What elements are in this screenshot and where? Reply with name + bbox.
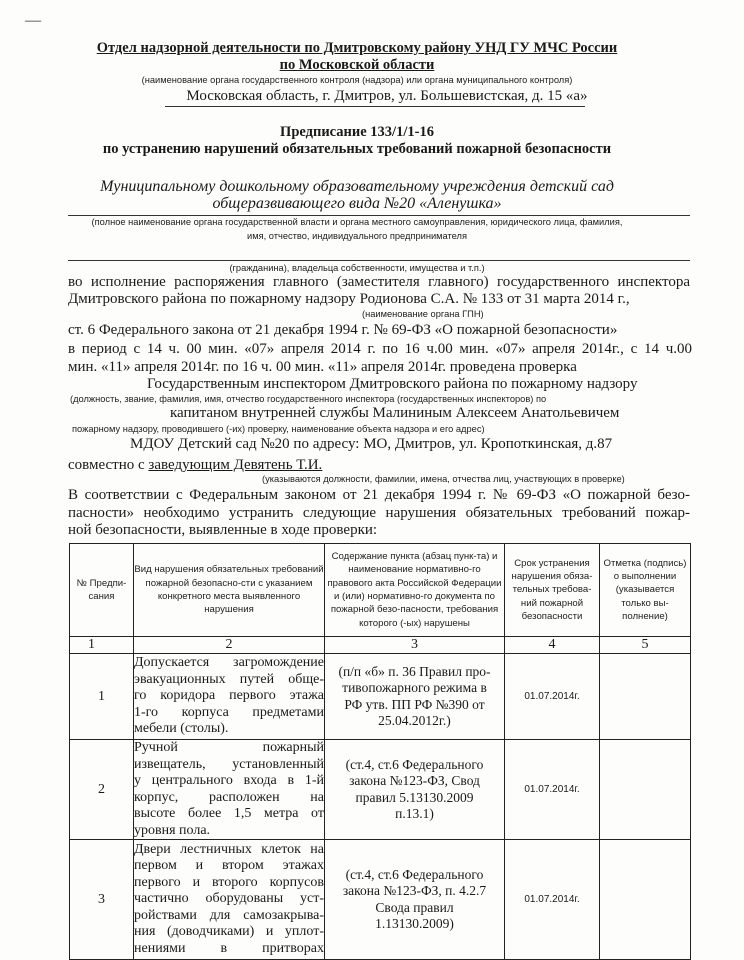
column-index: 2 bbox=[134, 637, 325, 654]
authority-caption: (наименование органа государственного контроля (надзора) или органа муниципального контроля) bbox=[141, 75, 573, 85]
basis-line1: во исполнение распоряжения главного (заместителя главного) государственного инспектора bbox=[68, 274, 690, 290]
legal-reference bbox=[325, 654, 505, 740]
law-line: ст. 6 Федерального закона от 21 декабря 1994 г. № 69-ФЗ «О пожарной безопасности» bbox=[68, 322, 618, 338]
inspector-line: Государственным инспектором Дмитровского района по пожарному надзору bbox=[147, 376, 638, 392]
violation-line: мебели (столы). bbox=[134, 721, 229, 737]
reference-line: 1.13130.2009) bbox=[375, 916, 454, 931]
violation-line: ройствами для самозакрыва- bbox=[134, 907, 324, 923]
violation-line: ния (доводчиками) и уплот- bbox=[134, 924, 324, 940]
reference-line: тивопожарного режима в bbox=[342, 680, 487, 695]
reference-line: 25.04.2012г.) bbox=[378, 713, 451, 728]
reference-line: правил 5.13130.2009 bbox=[355, 789, 474, 805]
citizen-underline bbox=[68, 260, 690, 261]
header-deadline: Срок устранения нарушения обяза-тельных требова-ний пожарной безопасности bbox=[505, 544, 600, 637]
violation-line: извещатель, установленный bbox=[134, 756, 324, 772]
completion-mark bbox=[600, 654, 691, 740]
recipient-caption-line1: (полное наименование органа государственной власти и органа местного самоуправления, юридического лица, фамилия, bbox=[91, 217, 623, 227]
completion-mark bbox=[600, 840, 691, 960]
violation-line: Ручной пожарный bbox=[134, 740, 324, 755]
basis-line2: Дмитровского района по пожарному надзору Родионова С.А. № 133 от 31 марта 2014 г., bbox=[68, 291, 630, 307]
violation-line: 1-го корпуса предметами bbox=[134, 704, 324, 720]
completion-mark bbox=[600, 740, 691, 840]
row-number: 2 bbox=[70, 740, 134, 840]
header-violation-type: Вид нарушения обязательных требований пожарной безопасно-сти с указанием конкретного места выявленного нарушения bbox=[134, 544, 325, 637]
row-number: 1 bbox=[70, 654, 134, 740]
table-row bbox=[70, 740, 691, 840]
document-subtitle: по устранению нарушений обязательных требований пожарной безопасности bbox=[102, 141, 612, 157]
authority-address: Московская область, г. Дмитров, ул. Большевистская, д. 15 «а» bbox=[186, 88, 588, 104]
citizen-caption: (гражданина), владельца собственности, имущества и т.п.) bbox=[229, 263, 485, 273]
legal-reference bbox=[325, 740, 505, 840]
gpn-caption: (наименование органа ГПН) bbox=[362, 309, 484, 319]
table-row bbox=[70, 840, 691, 960]
column-index-row bbox=[70, 637, 691, 654]
deadline-date: 01.07.2014г. bbox=[505, 740, 600, 840]
recipient-line2: общеразвивающего вида №20 «Аленушка» bbox=[212, 195, 502, 212]
reference-line: Свода правил bbox=[375, 899, 454, 915]
together-caption: (указываются должности, фамилии, имена, отчества лиц, участвующих в проверке) bbox=[262, 474, 625, 484]
object-line: МДОУ Детский сад №20 по адресу: МО, Дмитров, ул. Кропоткинская, д.87 bbox=[130, 436, 613, 452]
violation-line: у центрального входа в 1-й bbox=[134, 773, 324, 788]
reference-line: РФ утв. ПП РФ №390 от bbox=[344, 696, 485, 712]
corner-mark: — bbox=[25, 12, 41, 29]
recipient-line1: Муниципальному дошкольному образовательному учреждения детский сад bbox=[100, 178, 614, 195]
address-underline bbox=[165, 106, 585, 107]
intro-line3: ной безопасности, выявленные в ходе проверки: bbox=[68, 522, 378, 538]
column-index: 4 bbox=[505, 637, 600, 654]
inspector-caption: (должность, звание, фамилия, имя, отчество государственного инспектора (государственных инспекторов) по bbox=[70, 394, 547, 404]
violation-line: корпус, расположен на bbox=[134, 789, 324, 805]
violation-line: уровня пола. bbox=[134, 822, 211, 838]
intro-line1: В соответствии с Федеральным законом от 21 декабря 1994 г. № 69-ФЗ «О пожарной безо- bbox=[68, 487, 690, 503]
reference-line: (п/п «б» п. 36 Правил про- bbox=[338, 663, 491, 679]
violation-text bbox=[134, 654, 325, 740]
violation-line: высоте более 1,5 метра от bbox=[134, 806, 324, 821]
reference-line: (ст.4, ст.6 Федерального bbox=[345, 756, 484, 772]
legal-reference bbox=[325, 840, 505, 960]
violations-table bbox=[69, 543, 691, 960]
header-number: № Предпи-сания bbox=[70, 544, 134, 637]
violation-line: го коридора первого этажа bbox=[134, 688, 324, 704]
row-number: 3 bbox=[70, 840, 134, 960]
header-completion-mark: Отметка (подпись) о выполнении (указывается только вы-полнение) bbox=[600, 544, 691, 637]
reference-line: закона №123-ФЗ, п. 4.2.7 bbox=[342, 883, 487, 898]
column-index: 3 bbox=[325, 637, 505, 654]
column-index: 5 bbox=[600, 637, 691, 654]
captain-line: капитаном внутренней службы Малининым Алексеем Анатольевичем bbox=[170, 405, 620, 421]
document-title: Предписание 133/1/1-16 bbox=[280, 124, 434, 140]
column-index: 1 bbox=[70, 637, 134, 654]
violation-text bbox=[134, 740, 325, 840]
deadline-date: 01.07.2014г. bbox=[505, 654, 600, 740]
violation-line: первом и втором этажах bbox=[134, 858, 324, 874]
violation-line: первого и второго корпусов bbox=[134, 874, 324, 890]
table-row bbox=[70, 654, 691, 740]
recipient-underline bbox=[68, 215, 690, 216]
supervision-caption: пожарному надзору, проводившего (-их) проверку, наименование объекта надзора и его адрес) bbox=[72, 424, 485, 434]
violation-line: нениями в притворах bbox=[134, 940, 324, 956]
header-legal-reference: Содержание пункта (абзац пунк-та) и наименование нормативно-го правового акта Российской Федерации и (или) нормативно-го документа по пожарной безо-пасности, требования которого (-ых) нарушены bbox=[325, 544, 505, 637]
period-line2: мин. «11» апреля 2014г. по 16 ч. 00 мин. «11» апреля 2014г. проведена проверка bbox=[68, 359, 577, 375]
recipient-caption-line2: имя, отчество, индивидуального предпринимателя bbox=[247, 231, 467, 241]
together-person: заведующим Девятень Т.И. bbox=[148, 457, 323, 473]
together-prefix: совместно с bbox=[68, 457, 149, 473]
intro-line2: пасности» необходимо устранить следующие нарушения обязательных требований пожар- bbox=[68, 505, 690, 521]
period-line1: в период с 14 ч. 00 мин. «07» апреля 2014 г. по 16 ч.00 мин. «07» апреля 2014г., с 14 ч.00 bbox=[68, 341, 692, 357]
violation-line: частично оборудованы уст- bbox=[134, 891, 324, 907]
reference-line: п.13.1) bbox=[395, 806, 434, 821]
deadline-date: 01.07.2014г. bbox=[505, 840, 600, 960]
together-line bbox=[68, 457, 322, 474]
reference-line: закона №123-ФЗ, Свод bbox=[349, 773, 480, 788]
violation-line: Допускается загромождение bbox=[134, 655, 324, 671]
violation-line: эвакуационных путей обще- bbox=[134, 671, 324, 687]
violation-line: Двери лестничных клеток на bbox=[134, 841, 324, 857]
authority-name-line1: Отдел надзорной деятельности по Дмитровскому району УНД ГУ МЧС России bbox=[96, 40, 618, 56]
reference-line: (ст.4, ст.6 Федерального bbox=[345, 866, 484, 882]
table-header-row bbox=[70, 544, 691, 637]
authority-name-line2: по Московской области bbox=[279, 57, 435, 73]
violation-text bbox=[134, 840, 325, 960]
